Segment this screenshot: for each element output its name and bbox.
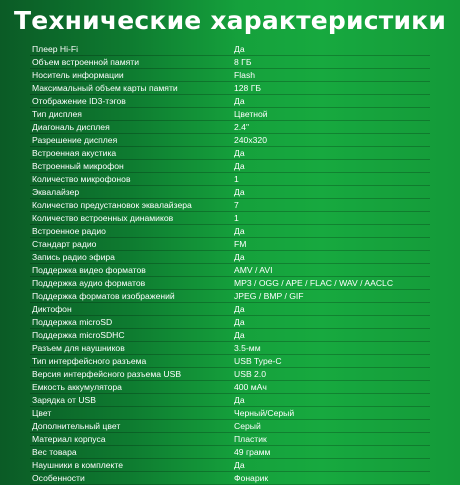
spec-name: Количество микрофонов [32, 174, 131, 184]
spec-value: Пластик [234, 434, 267, 444]
spec-row [30, 147, 430, 160]
spec-value: 49 грамм [234, 447, 271, 457]
spec-name: Стандарт радио [32, 239, 97, 249]
spec-value: 1 [234, 213, 239, 223]
spec-name: Поддержка форматов изображений [32, 291, 175, 301]
spec-row [30, 56, 430, 69]
spec-row [30, 407, 430, 420]
spec-row [30, 420, 430, 433]
spec-name: Поддержка аудио форматов [32, 278, 146, 288]
spec-row [30, 160, 430, 173]
spec-name: Зарядка от USB [32, 395, 97, 405]
specs-table [30, 43, 430, 485]
spec-value: Да [234, 330, 245, 340]
spec-name: Встроенный микрофон [32, 161, 124, 171]
spec-value: Да [234, 317, 245, 327]
spec-name: Диагональ дисплея [32, 122, 110, 132]
spec-name: Максимальный объем карты памяти [32, 83, 178, 93]
spec-name: Отображение ID3-тэгов [32, 96, 126, 106]
spec-value: Да [234, 44, 245, 54]
spec-name: Количество предустановок эквалайзера [32, 200, 192, 210]
spec-row [30, 186, 430, 199]
spec-row [30, 303, 430, 316]
spec-row [30, 264, 430, 277]
spec-value: Flash [234, 70, 256, 80]
spec-row [30, 121, 430, 134]
spec-value: Да [234, 96, 245, 106]
spec-row [30, 446, 430, 459]
spec-row [30, 381, 430, 394]
spec-name: Поддержка microSDHC [32, 330, 125, 340]
spec-name: Эквалайзер [32, 187, 80, 197]
spec-value: Да [234, 187, 245, 197]
spec-value: Цветной [234, 109, 268, 119]
spec-name: Запись радио эфира [32, 252, 115, 262]
spec-value: Да [234, 304, 245, 314]
page-title: Технические характеристики [13, 6, 447, 35]
spec-value: USB 2.0 [234, 369, 267, 379]
spec-value: Да [234, 395, 245, 405]
spec-value: Серый [234, 421, 261, 431]
spec-value: 8 ГБ [234, 57, 252, 67]
spec-value: Черный/Серый [234, 408, 295, 418]
spec-value: JPEG / BMP / GIF [234, 291, 304, 301]
spec-value: Да [234, 161, 245, 171]
spec-row [30, 472, 430, 485]
spec-row [30, 290, 430, 303]
spec-row [30, 225, 430, 238]
spec-row [30, 433, 430, 446]
spec-value: FM [234, 239, 247, 249]
spec-name: Встроенная акустика [32, 148, 117, 158]
spec-value: 1 [234, 174, 239, 184]
spec-value: 128 ГБ [234, 83, 262, 93]
spec-row [30, 212, 430, 225]
spec-name: Разъем для наушников [32, 343, 125, 353]
spec-row [30, 134, 430, 147]
spec-row [30, 355, 430, 368]
spec-value: Да [234, 226, 245, 236]
spec-name: Поддержка microSD [32, 317, 113, 327]
spec-row [30, 329, 430, 342]
spec-value: AMV / AVI [234, 265, 273, 275]
spec-name: Вес товара [32, 447, 77, 457]
spec-row [30, 95, 430, 108]
spec-value: MP3 / OGG / APE / FLAC / WAV / AACLC [234, 278, 394, 288]
spec-name: Поддержка видео форматов [32, 265, 146, 275]
spec-name: Количество встроенных динамиков [32, 213, 174, 223]
spec-name: Цвет [32, 408, 52, 418]
spec-name: Диктофон [32, 304, 72, 314]
spec-row [30, 459, 430, 472]
spec-name: Разрешение дисплея [32, 135, 118, 145]
spec-value: Фонарик [234, 473, 269, 483]
spec-row [30, 342, 430, 355]
spec-value: 240x320 [234, 135, 267, 145]
spec-row [30, 69, 430, 82]
spec-name: Тип дисплея [32, 109, 82, 119]
spec-name: Версия интерфейсного разъема USB [32, 369, 182, 379]
spec-value: 7 [234, 200, 239, 210]
spec-row [30, 82, 430, 95]
spec-row [30, 277, 430, 290]
spec-row [30, 316, 430, 329]
spec-value: Да [234, 148, 245, 158]
spec-row [30, 108, 430, 121]
spec-name: Тип интерфейсного разъема [32, 356, 147, 366]
spec-name: Дополнительный цвет [32, 421, 121, 431]
spec-row [30, 173, 430, 186]
spec-value: 400 мАч [234, 382, 267, 392]
spec-name: Наушники в комплекте [32, 460, 123, 470]
spec-name: Объем встроенной памяти [32, 57, 139, 67]
spec-value: USB Type-C [234, 356, 282, 366]
spec-value: 3.5-мм [234, 343, 261, 353]
spec-value: Да [234, 252, 245, 262]
spec-name: Встроенное радио [32, 226, 106, 236]
spec-value: Да [234, 460, 245, 470]
spec-name: Емкость аккумулятора [32, 382, 122, 392]
spec-name: Носитель информации [32, 70, 124, 80]
spec-value: 2.4" [234, 122, 249, 132]
spec-name: Особенности [32, 473, 85, 483]
spec-name: Плеер Hi-Fi [32, 44, 79, 54]
spec-row [30, 199, 430, 212]
spec-row [30, 238, 430, 251]
spec-row [30, 43, 430, 56]
spec-row [30, 394, 430, 407]
spec-row [30, 251, 430, 264]
spec-row [30, 368, 430, 381]
spec-name: Материал корпуса [32, 434, 106, 444]
